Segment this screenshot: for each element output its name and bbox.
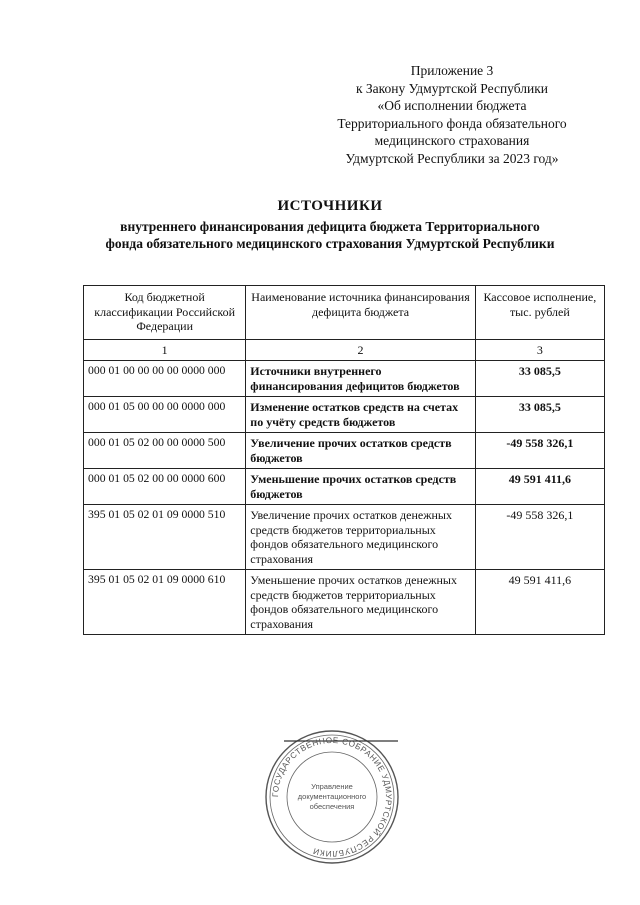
row-name: Источники внутреннего финансирования дефицитов бюджетов: [246, 361, 475, 397]
row-name: Увеличение прочих остатков денежных средств бюджетов территориальных фондов обязательного медицинского страхования: [246, 505, 475, 570]
stamp-center-line: документационного: [297, 792, 367, 801]
row-name: Изменение остатков средств на счетах по учёту средств бюджетов: [246, 397, 475, 433]
row-code: 000 01 05 02 00 00 0000 500: [84, 433, 246, 469]
header-code: Код бюджетной классификации Российской Федерации: [84, 286, 246, 340]
column-number: 2: [246, 339, 475, 361]
row-code: 000 01 05 00 00 00 0000 000: [84, 397, 246, 433]
row-code: 000 01 05 02 00 00 0000 600: [84, 469, 246, 505]
appendix-line: «Об исполнении бюджета: [377, 98, 527, 113]
appendix-line: Удмуртской Республики за 2023 год»: [345, 150, 559, 166]
column-number: 3: [475, 339, 604, 361]
appendix-line: Территориального фонда обязательного: [337, 115, 567, 131]
table-row: [84, 570, 605, 635]
row-amount: 33 085,5: [475, 361, 604, 397]
appendix-line: к Закону Удмуртской Республики: [355, 80, 549, 96]
row-amount: -49 558 326,1: [475, 433, 604, 469]
table-row: [84, 433, 605, 469]
table-row: [84, 505, 605, 570]
document-title: [60, 198, 600, 252]
column-number: 1: [84, 339, 246, 361]
row-name: Уменьшение прочих остатков денежных средств бюджетов территориальных фондов обязательного медицинского страхования: [246, 570, 475, 635]
table-row: [84, 469, 605, 505]
appendix-line: медицинского страхования: [374, 133, 530, 148]
row-amount: 33 085,5: [475, 397, 604, 433]
header-name: Наименование источника финансирования дефицита бюджета: [246, 286, 475, 340]
stamp-ring-text: ГОСУДАРСТВЕННОЕ СОБРАНИЕ УДМУРТСКОЙ РЕСПУБЛИКИ: [270, 735, 394, 859]
table-row: [84, 361, 605, 397]
stamp-center-line: Управление: [311, 782, 353, 791]
row-name: Уменьшение прочих остатков средств бюджетов: [246, 469, 475, 505]
stamp-center-line: обеспечения: [309, 802, 355, 811]
title-main: ИСТОЧНИКИ: [277, 198, 383, 214]
row-code: 395 01 05 02 01 09 0000 610: [84, 570, 246, 635]
row-amount: 49 591 411,6: [475, 570, 604, 635]
appendix-note: [312, 62, 592, 167]
title-sub-line: внутреннего финансирования дефицита бюджета Территориального: [120, 219, 540, 234]
title-sub-line: фонда обязательного медицинского страхования Удмуртской Республики: [105, 236, 555, 251]
table-header-row: [84, 286, 605, 340]
column-number-row: [84, 339, 605, 361]
financing-sources-table: [83, 285, 605, 635]
row-amount: -49 558 326,1: [475, 505, 604, 570]
row-amount: 49 591 411,6: [475, 469, 604, 505]
row-code: 000 01 00 00 00 00 0000 000: [84, 361, 246, 397]
row-name: Увеличение прочих остатков средств бюджетов: [246, 433, 475, 469]
table-row: [84, 397, 605, 433]
official-stamp: [262, 727, 402, 867]
appendix-line: Приложение 3: [410, 63, 494, 78]
row-code: 395 01 05 02 01 09 0000 510: [84, 505, 246, 570]
header-amount: Кассовое исполнение, тыс. рублей: [475, 286, 604, 340]
